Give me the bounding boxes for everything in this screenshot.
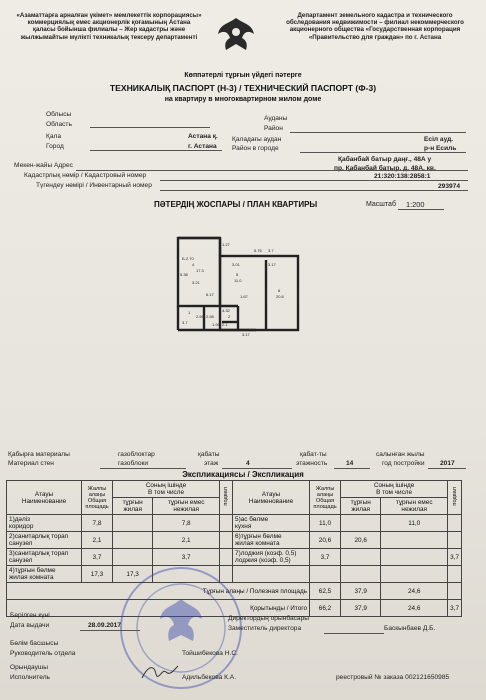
room-nonliving-area (381, 532, 448, 549)
col-header-area: Жалпы алаңы Общая площадь (82, 481, 113, 515)
sum2-basement: 3,7 (448, 600, 462, 617)
room-number: 4 (9, 567, 13, 574)
room-total-area: 3,7 (82, 549, 113, 566)
dir-dep-label-kz: Директордың орынбасары (228, 615, 310, 622)
floors-value: 14 (346, 460, 354, 467)
floor-value: 4 (246, 460, 250, 467)
room-living-area (113, 549, 153, 566)
dir-name: Баскынбаев Д.Б. (384, 625, 436, 632)
room-nonliving-area: 7,8 (153, 515, 220, 532)
plan-dim-label: Б-2.70 (182, 256, 194, 261)
wall-label-kz: Қабырға материалы (8, 451, 70, 458)
room-number: 6 (235, 533, 239, 540)
room-number-separator: ) (12, 533, 15, 540)
col-header-incl: Соның ішінде В том числе (113, 481, 220, 498)
header-left-line: жылжымайтын мүлікті техникалық тексеру департаменті (20, 33, 198, 41)
rayon-line (290, 132, 466, 133)
room-number: 7 (235, 550, 239, 557)
plan-dim-label: 3.7 (182, 320, 188, 325)
sum2-total: 66,2 (310, 600, 341, 617)
plan-dim-label: 5.38 (180, 272, 188, 277)
oblast-label: Область (46, 121, 72, 128)
title-main: ТЕХНИКАЛЫҚ ПАСПОРТ (Н-3) / ТЕХНИЧЕСКИЙ ПАСПОРТ (Ф-3) (109, 83, 377, 93)
wall-value-kz: газоблоктар (118, 451, 155, 458)
floor-label-ru: этаж (204, 460, 219, 467)
sum1-nonlive: 24,6 (381, 583, 448, 600)
exec-label-kz: Орындаушы (10, 664, 48, 671)
basement-label: подвал (223, 487, 230, 506)
room-living-area: 17,3 (113, 566, 153, 583)
header-right-line: обследования недвижимости – филиал некоммерческого (286, 19, 464, 27)
given-label-ru: Дата выдачи (10, 622, 50, 629)
plan-room-number: 2 (228, 314, 231, 319)
gorod-line (90, 150, 222, 151)
official-stamp (120, 567, 242, 689)
room-name-cell (233, 515, 310, 532)
plan-dim-label: 11.0 (234, 278, 242, 283)
kala-audan-label: Қаладағы аудан (232, 136, 282, 143)
rayon-gorod-label: Район в городе (232, 145, 279, 152)
room-number-separator: ) (12, 550, 15, 557)
room-basement-area (220, 549, 233, 566)
floors-label-ru: этажность (296, 460, 328, 467)
empty-cell (341, 566, 381, 583)
rayon-label: Район (264, 125, 283, 132)
room-nonliving-area: 2,1 (153, 532, 220, 549)
header-right-line: «Правительство для граждан» по г. Астана (308, 33, 442, 41)
audany-label: Ауданы (264, 115, 288, 122)
plan-dim-label: 17.3 (196, 268, 204, 273)
room-number-separator: ) (238, 550, 241, 557)
exec-label-ru: Исполнитель (10, 674, 50, 681)
header-right-ru (272, 12, 478, 41)
sum2-live: 37,9 (341, 600, 381, 617)
floor-line (222, 468, 292, 469)
plan-dim-label: 3.01 (232, 262, 240, 267)
empty-cell (233, 566, 310, 583)
room-basement-area (220, 532, 233, 549)
sum1-live: 37,9 (341, 583, 381, 600)
table-row (7, 532, 462, 549)
room-name: санитарлық торап санузел (9, 533, 69, 547)
floor-plan (176, 236, 300, 340)
room-basement-area (220, 515, 233, 532)
signature-icon (140, 660, 180, 686)
table-header-row (7, 481, 462, 498)
room-living-area (341, 549, 381, 566)
oblast-line (90, 127, 210, 128)
room-total-area: 7,8 (82, 515, 113, 532)
room-number-separator: ) (238, 533, 241, 540)
col-header-nonlive-2: тұрғын емес нежилая (381, 498, 448, 515)
plan-dim-label: 5.76 (254, 248, 262, 253)
room-nonliving-area: 11,0 (381, 515, 448, 532)
room-living-area (113, 515, 153, 532)
room-name: санитарлық торап санузел (9, 550, 69, 564)
room-total-area: 2,1 (82, 532, 113, 549)
scale-value: 1:200 (406, 200, 425, 209)
wall-line (100, 468, 186, 469)
scale-label: Масштаб (366, 201, 396, 208)
empty-cell (448, 566, 462, 583)
dir-line (324, 633, 384, 634)
inventory-label: Түгендеу нөмірі / Инвентарный номер (36, 182, 152, 189)
audan-value: Есіл ауд. (424, 136, 454, 143)
header-left-kz (14, 12, 204, 41)
plan-dim-label: 2.1 (222, 322, 228, 327)
wall-value-ru: газоблоки (118, 460, 149, 467)
room-name-cell (233, 549, 310, 566)
room-total-area: 3,7 (310, 549, 341, 566)
room-living-area (341, 515, 381, 532)
col-header-incl-2: Соның ішінде В том числе (341, 481, 448, 498)
header-left-line: коммерциялық емес акционерлік қоғамының Астана (27, 19, 191, 27)
header-left-line: қаласы бойынша филиалы – Жер кадастры және (32, 26, 186, 34)
address-label: Мекен-жайы Адрес (14, 162, 73, 169)
wall-label-ru: Материал стен (8, 460, 54, 467)
sum1-basement (448, 583, 462, 600)
plan-dim-label: 1.67 (240, 294, 248, 299)
basement-label: подвал (451, 487, 458, 506)
room-total-area: 17,3 (82, 566, 113, 583)
inventory-line (160, 190, 468, 191)
plan-title: ПӘТЕРДІҢ ЖОСПАРЫ / ПЛАН КВАРТИРЫ (154, 200, 318, 209)
sum2-nonlive: 24,6 (381, 600, 448, 617)
col-header-nonlive: тұрғын емес нежилая (153, 498, 220, 515)
rayon-value: р-н Есиль (424, 145, 457, 152)
rayon-gorod-line (300, 152, 466, 153)
dir-dep-label-ru: Заместитель директора (228, 625, 302, 632)
address-line (76, 170, 468, 171)
sum2-label: Қорытынды / Итого (7, 600, 310, 617)
year-value: 2017 (440, 460, 455, 467)
room-number: 3 (9, 550, 13, 557)
exec-name: Адильбекова К.А. (182, 674, 237, 681)
col-header-area-2: Жалпы алаңы Общая площадь (310, 481, 341, 515)
plan-dim-label: 6.17 (206, 292, 214, 297)
room-name-cell (7, 549, 82, 566)
kala-value: Астана қ. (188, 133, 218, 140)
table-row (7, 515, 462, 532)
floor-label-kz: қабаты (198, 451, 220, 458)
room-number-separator: ) (12, 516, 15, 523)
col-header-live: тұрғын жилая (113, 498, 153, 515)
table-row (7, 549, 462, 566)
plan-dim-label: 1.27 (222, 242, 230, 247)
plan-dim-label: 3.17 (242, 332, 250, 337)
year-label-ru: год постройки (382, 460, 425, 467)
room-nonliving-area: 3,7 (153, 549, 220, 566)
kala-label: Қала (46, 133, 62, 140)
room-basement-area: 3,7 (448, 549, 462, 566)
head-name: Тойшибекова Н.С. (182, 650, 238, 657)
scale-line (398, 209, 444, 210)
room-name: тұрғын бөлме жилая комната (9, 567, 56, 581)
room-basement-area (448, 515, 462, 532)
title-sub: на квартиру в многоквартирном жилом доме (164, 96, 322, 103)
room-living-area (113, 532, 153, 549)
plan-dim-label: 1.93 (212, 322, 220, 327)
plan-dim-label: 3.17 (268, 262, 276, 267)
inventory-value: 293974 (438, 183, 461, 190)
plan-dim-label: 4.32 (222, 308, 230, 313)
room-name: дәліз коридор (9, 516, 34, 530)
room-number-separator: ) (238, 516, 241, 523)
sum1-total: 62,5 (310, 583, 341, 600)
room-name-cell (233, 532, 310, 549)
room-number-separator: ) (12, 567, 15, 574)
header-left-line: «Азаматтарға арналған үкімет» мемлекеттік корпорациясы» (16, 12, 202, 19)
emblem-logo-icon (208, 14, 264, 54)
plan-room-number: 5 (236, 272, 239, 277)
col-header-live-2: тұрғын жилая (341, 498, 381, 515)
header-right-line: акционерного общества «Государственная корпорация (289, 26, 461, 34)
sum1-label: Тұрғын алаңы / Полезная площадь (7, 583, 310, 600)
registry-number: реестровый № заказа 002121650985 (336, 674, 450, 681)
room-total-area: 20,6 (310, 532, 341, 549)
plan-room-number: 6 (278, 288, 281, 293)
head-label-kz: Бөлім басшысы (10, 640, 59, 647)
plan-room-number: 1 (188, 310, 191, 315)
floors-label-kz: қабат-ты (300, 451, 327, 458)
plan-dim-label: 20.6 (276, 294, 284, 299)
empty-cell (381, 566, 448, 583)
room-name: тұрғын бөлме жилая комната (235, 533, 282, 547)
gorod-label: Город (46, 143, 64, 150)
cadastral-line (160, 180, 468, 181)
year-label-kz: салынған жылы (376, 451, 425, 458)
col-header-name-2: Атауы Наименование (233, 481, 310, 515)
header-right-line: Департамент земельного кадастра и технического (297, 12, 453, 19)
room-name-cell (7, 515, 82, 532)
oblys-label: Облысы (46, 111, 72, 118)
col-header-basement-2 (448, 481, 462, 515)
given-line (80, 630, 140, 631)
year-line (428, 468, 466, 469)
cadastral-value: 21:320:138:2858:1 (374, 173, 431, 180)
room-name: лоджия (коэф. 0,5) лоджия (коэф. 0,5) (235, 550, 297, 564)
plan-dim-label: 2.59 (196, 314, 204, 319)
room-name: ас бөлме кухня (235, 516, 269, 530)
empty-cell (310, 566, 341, 583)
room-number: 1 (9, 516, 13, 523)
room-basement-area (448, 532, 462, 549)
room-total-area: 11,0 (310, 515, 341, 532)
address-ru-value: пр. Қабанбай батыр, д. 48А, кв. (334, 165, 436, 172)
given-value: 28.09.2017 (88, 622, 122, 629)
title-kz: Көппәтерлі тұрғын үйдегі пәтерге (184, 72, 302, 79)
col-header-name: Атауы Наименование (7, 481, 82, 515)
plan-room-number: 4 (192, 262, 195, 267)
floors-line (334, 468, 370, 469)
room-number: 5 (235, 516, 239, 523)
room-living-area: 20,6 (341, 532, 381, 549)
given-label-kz: Берілген күні (10, 612, 50, 619)
gorod-value: г. Астана (188, 143, 217, 150)
explication-title: Экспликациясы / Экспликация (182, 470, 304, 479)
plan-dim-label: 2.58 (206, 314, 214, 319)
address-kz-value: Қабанбай батыр даңғ., 48А у (338, 156, 432, 163)
col-header-basement (220, 481, 233, 515)
room-name-cell (7, 566, 82, 583)
plan-dim-label: 3.7 (268, 248, 274, 253)
plan-dim-label: 3.21 (192, 280, 200, 285)
room-number: 2 (9, 533, 13, 540)
room-nonliving-area (381, 549, 448, 566)
head-label-ru: Руководитель отдела (10, 650, 76, 657)
room-name-cell (7, 532, 82, 549)
cadastral-label: Кадастрлық нөмір / Кадастровый номер (24, 172, 147, 179)
